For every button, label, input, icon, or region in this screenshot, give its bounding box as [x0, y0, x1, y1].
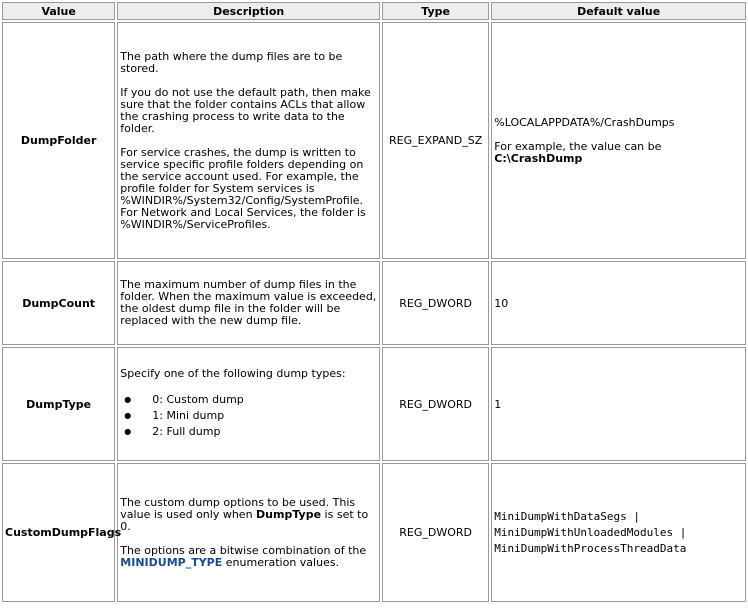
default-flag: MiniDumpWithProcessThreadData — [494, 541, 687, 555]
description-cell — [117, 463, 380, 602]
table-row-customdumpflags — [2, 463, 746, 602]
table-row-dumpfolder — [2, 22, 746, 259]
header-type: Type — [382, 2, 489, 20]
description-paragraph — [120, 545, 377, 569]
value-type: REG_EXPAND_SZ — [382, 22, 489, 259]
header-row — [2, 2, 746, 20]
description-text: enumeration values. — [222, 555, 340, 569]
default-example — [494, 141, 743, 165]
default-value: 1 — [491, 347, 746, 461]
value-name: DumpFolder — [2, 22, 115, 259]
default-flag: MiniDumpWithDataSegs | — [494, 509, 640, 523]
value-name: CustomDumpFlags — [2, 463, 115, 602]
default-value: %LOCALAPPDATA%/CrashDumps — [494, 115, 675, 129]
minidump-type-link[interactable]: MINIDUMP_TYPE — [120, 555, 223, 569]
description-cell — [117, 22, 380, 259]
value-name: DumpType — [2, 347, 115, 461]
header-default-value: Default value — [491, 2, 746, 20]
list-item: ● 0: Custom dump — [152, 392, 377, 408]
list-item: ● 1: Mini dump — [152, 408, 377, 424]
description-paragraph: The maximum number of dump files in the folder. When the maximum value is exceeded, the oldest dump file in the folder will be replaced with the new dump file. — [120, 278, 377, 327]
default-example-text: For example, the value can be — [494, 139, 662, 153]
header-description: Description — [117, 2, 380, 20]
description-text: The options are a bitwise combination of the — [120, 543, 367, 557]
description-paragraph: If you do not use the default path, then make sure that the folder contains ACLs that allow the crashing process to write data to the folder. — [120, 85, 371, 135]
value-type: REG_DWORD — [382, 261, 489, 345]
table-row-dumptype — [2, 347, 746, 461]
default-flag: MiniDumpWithUnloadedModules | — [494, 525, 687, 539]
description-text: is set to 0. — [120, 507, 369, 533]
value-type: REG_DWORD — [382, 347, 489, 461]
default-example-path: C:\CrashDump — [494, 151, 583, 165]
value-type: REG_DWORD — [382, 463, 489, 602]
dumptype-ref: DumpType — [256, 507, 322, 521]
description-paragraph: The path where the dump files are to be stored. — [120, 49, 343, 75]
description-cell — [117, 261, 380, 345]
list-item: ● 2: Full dump — [152, 424, 377, 440]
default-value-cell — [491, 22, 746, 259]
default-value-cell — [491, 463, 746, 602]
table-row-dumpcount — [2, 261, 746, 345]
dump-type-list — [120, 392, 377, 440]
description-cell — [117, 347, 380, 461]
description-paragraph: For service crashes, the dump is written to service specific profile folders depending on the service account used. For example, the profile folder for System services is %WINDIR%/System32/Config/SystemProfile. For Network and Local Services, the folder is %WINDIR%/ServiceProfiles. — [120, 145, 366, 231]
default-value: 10 — [491, 261, 746, 345]
description-text: The custom dump options to be used. This value is used only when — [120, 495, 356, 521]
value-name: DumpCount — [2, 261, 115, 345]
description-paragraph: Specify one of the following dump types: — [120, 367, 346, 380]
header-value: Value — [2, 2, 115, 20]
description-paragraph — [120, 497, 377, 533]
